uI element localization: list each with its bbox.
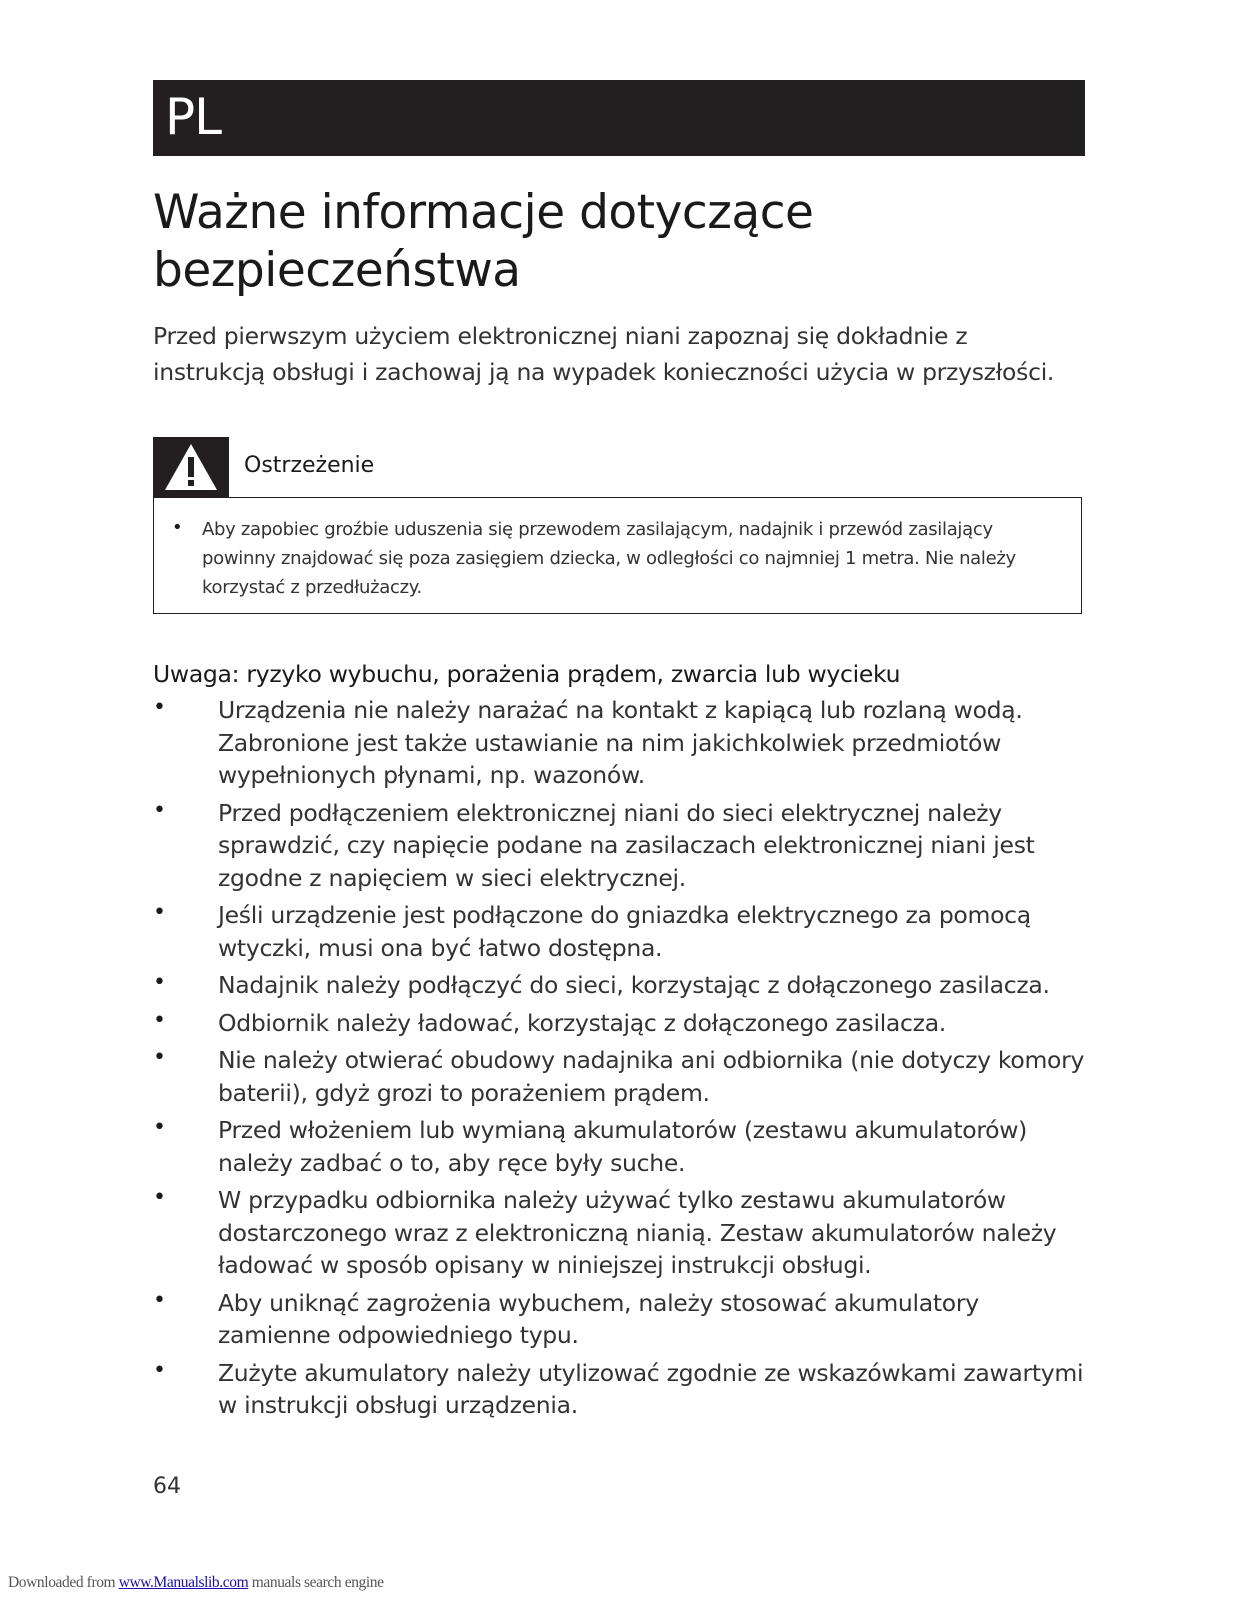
list-item: • Urządzenia nie należy narażać na kontakt z kapiącą lub rozlaną wodą. Zabronione jest także ustawianie na nim jakichkolwiek przedmiotów wypełnionych płynami, np. wazonów. — [153, 694, 1085, 792]
list-item: • Przed podłączeniem elektronicznej niani do sieci elektrycznej należy sprawdzić, czy napięcie podane na zasilaczach elektronicznej niani jest zgodne z napięciem w sieci elektrycznej. — [153, 797, 1085, 895]
bullet-icon: • — [153, 797, 166, 823]
list-item: • Odbiornik należy ładować, korzystając z dołączonego zasilacza. — [153, 1007, 1085, 1040]
list-item: • Zużyte akumulatory należy utylizować zgodnie ze wskazówkami zawartymi w instrukcji obsługi urządzenia. — [153, 1357, 1085, 1422]
page-number: 64 — [153, 1474, 181, 1499]
warning-text: Aby zapobiec groźbie uduszenia się przewodem zasilającym, nadajnik i przewód zasilający powinny znajdować się poza zasięgiem dziecka, w odległości co najmniej 1 metra. Nie należy korzystać z przedłużaczy. — [202, 519, 1016, 598]
bullet-icon: • — [153, 970, 166, 995]
bullet-icon: • — [153, 1185, 166, 1210]
bullet-icon: • — [153, 1357, 166, 1383]
warning-label: Ostrzeżenie — [244, 453, 375, 478]
page-title-line1: Ważne informacje dotyczące — [153, 185, 814, 240]
list-item: • Przed włożeniem lub wymianą akumulatorów (zestawu akumulatorów) należy zadbać o to, aby ręce były suche. — [153, 1114, 1085, 1179]
safety-list — [153, 694, 1085, 1427]
language-header-bar — [153, 80, 1085, 156]
bullet-icon: • — [153, 695, 166, 720]
language-code: PL — [165, 88, 222, 146]
manualslib-link[interactable]: www.Manualslib.com — [118, 1574, 249, 1591]
section-heading: Uwaga: ryzyko wybuchu, porażenia prądem, zwarcia lub wycieku — [153, 660, 901, 688]
list-item: • Nie należy otwierać obudowy nadajnika ani odbiornika (nie dotyczy komory baterii), gdyż grozi to porażeniem prądem. — [153, 1044, 1085, 1109]
page-title — [153, 184, 1073, 300]
list-item: • W przypadku odbiornika należy używać tylko zestawu akumulatorów dostarczonego wraz z elektroniczną nianią. Zestaw akumulatorów należy ładować w sposób opisany w niniejszej instrukcji obsługi. — [153, 1184, 1085, 1282]
bullet-icon: • — [153, 1115, 166, 1140]
warning-icon-box — [153, 437, 229, 497]
warning-triangle-icon — [163, 442, 219, 492]
warning-bullet: • — [172, 517, 183, 538]
footer-prefix: Downloaded from — [8, 1574, 119, 1591]
footer-suffix: manuals search engine — [248, 1574, 384, 1591]
bullet-icon: • — [153, 900, 166, 925]
bullet-icon: • — [153, 1007, 166, 1033]
list-item: • Nadajnik należy podłączyć do sieci, korzystając z dołączonego zasilacza. — [153, 969, 1085, 1002]
intro-paragraph: Przed pierwszym użyciem elektronicznej niani zapoznaj się dokładnie z instrukcją obsługi i zachowaj ją na wypadek konieczności użycia w przyszłości. — [153, 322, 1055, 386]
list-item: • Jeśli urządzenie jest podłączone do gniazdka elektrycznego za pomocą wtyczki, musi ona być łatwo dostępna. — [153, 899, 1085, 964]
warning-header — [153, 437, 1085, 497]
bullet-icon: • — [153, 1045, 166, 1070]
list-item: • Aby uniknąć zagrożenia wybuchem, należy stosować akumulatory zamienne odpowiedniego typu. — [153, 1287, 1085, 1352]
download-footer — [8, 1574, 384, 1592]
page-title-line2: bezpieczeństwa — [153, 243, 521, 298]
bullet-icon: • — [153, 1287, 166, 1313]
warning-box — [153, 497, 1082, 614]
